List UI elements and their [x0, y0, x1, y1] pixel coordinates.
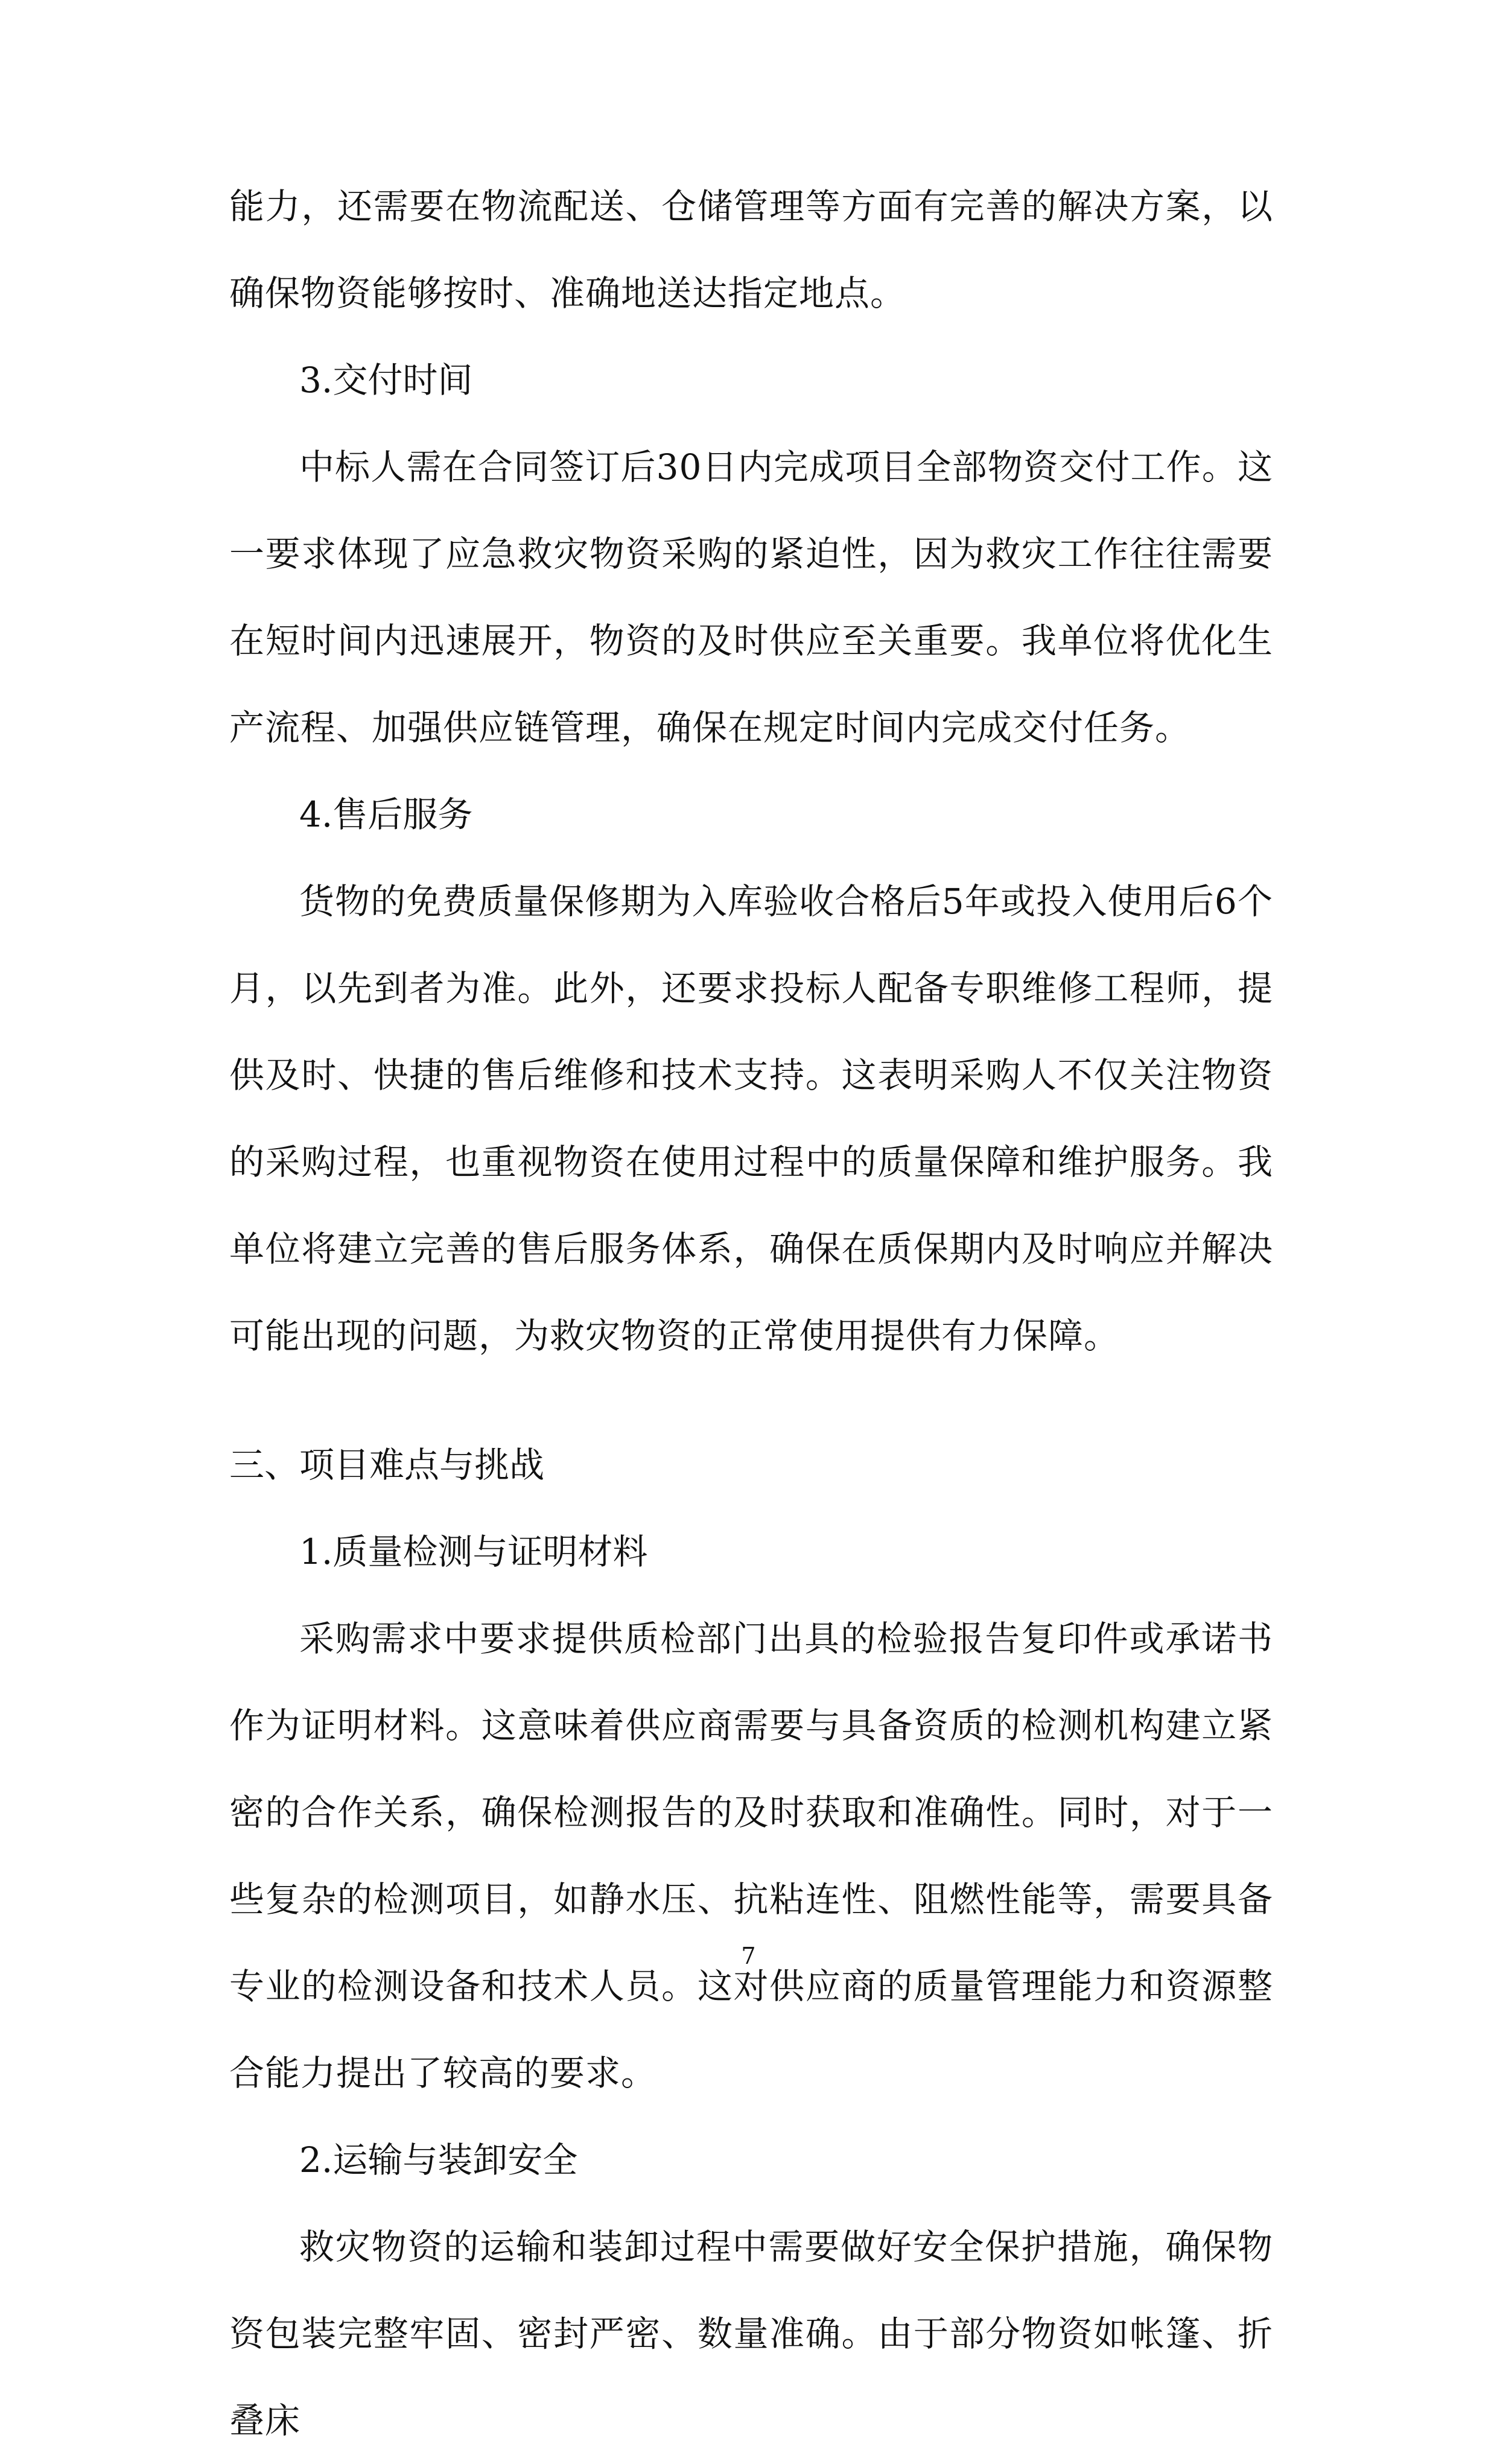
paragraph-after-sales: 货物的免费质量保修期为入库验收合格后5年或投入使用后6个月，以先到者为准。此外，还要求投标人配备专职维修工程师，提供及时、快捷的售后维修和技术支持。这表明采购人不仅关注物资的采购过程，也重视物资在使用过程中的质量保障和维护服务。我单位将建立完善的售后服务体系，确保在质保期内及时响应并解决可能出现的问题，为救灾物资的正常使用提供有力保障。 [229, 881, 1273, 1356]
page-number: 7 [741, 1943, 756, 1969]
heading-delivery-time: 3.交付时间 [299, 360, 473, 401]
section-title-difficulties: 三、项目难点与挑战 [229, 1444, 545, 1485]
heading-after-sales: 4.售后服务 [299, 794, 473, 835]
paragraph-quality-inspection: 采购需求中要求提供质检部门出具的检验报告复印件或承诺书作为证明材料。这意味着供应商需要与具备资质的检测机构建立紧密的合作关系，确保检测报告的及时获取和准确性。同时，对于一些复杂的检测项目，如静水压、抗粘连性、阻燃性能等，需要具备专业的检测设备和技术人员。这对供应商的质量管理能力和资源整合能力提出了较高的要求。 [229, 1618, 1273, 2094]
heading-transport-safety: 2.运输与装卸安全 [299, 2139, 578, 2180]
document-body [229, 163, 1273, 2464]
heading-quality-inspection: 1.质量检测与证明材料 [299, 1531, 648, 1572]
paragraph-transport-safety: 救灾物资的运输和装卸过程中需要做好安全保护措施，确保物资包装完整牢固、密封严密、数量准确。由于部分物资如帐篷、折叠床 [229, 2226, 1273, 2441]
paragraph-delivery-time: 中标人需在合同签订后30日内完成项目全部物资交付工作。这一要求体现了应急救灾物资采购的紧迫性，因为救灾工作往往需要在短时间内迅速展开，物资的及时供应至关重要。我单位将优化生产流程、加强供应链管理，确保在规定时间内完成交付任务。 [229, 446, 1273, 748]
paragraph-continued: 能力，还需要在物流配送、仓储管理等方面有完善的解决方案，以确保物资能够按时、准确地送达指定地点。 [229, 186, 1273, 314]
